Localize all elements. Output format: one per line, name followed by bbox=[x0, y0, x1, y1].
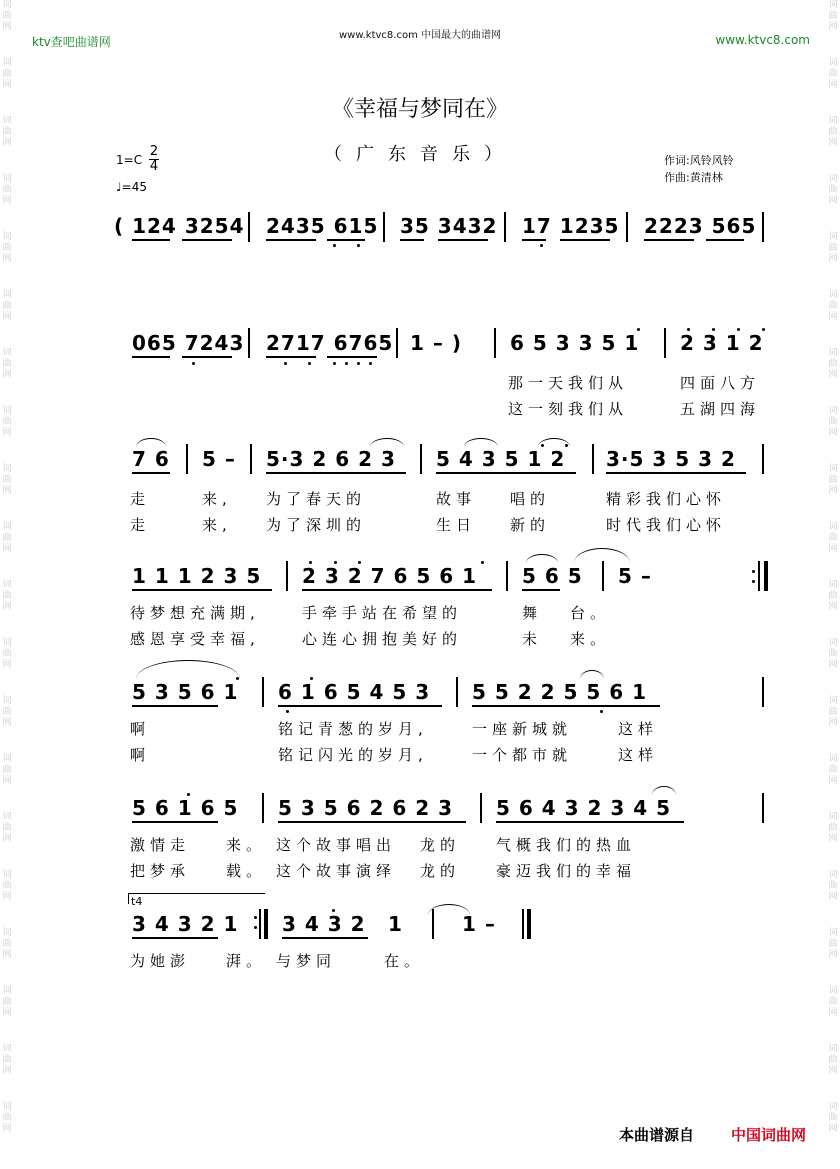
high-octave-dot bbox=[310, 677, 313, 680]
lyric-verse-1: 唱的 bbox=[510, 490, 551, 508]
watermark-text: 词 曲 网 bbox=[2, 1102, 12, 1134]
measure: 3·5 3 5 3 2 bbox=[606, 447, 736, 471]
lyric-verse-1: 这样 bbox=[618, 720, 659, 738]
beam bbox=[327, 239, 365, 241]
bar-line bbox=[186, 444, 188, 474]
bar-line bbox=[762, 444, 764, 474]
watermark-text: 词 曲 网 bbox=[828, 406, 838, 438]
slur bbox=[464, 438, 498, 447]
lyric: 与梦同 bbox=[276, 952, 337, 970]
measure: 17 1235 bbox=[522, 214, 620, 238]
bar-line bbox=[762, 793, 764, 823]
measure: 2223 565 bbox=[644, 214, 757, 238]
beam bbox=[182, 239, 232, 241]
watermark-text: 词 曲 网 bbox=[2, 812, 12, 844]
low-octave-dot bbox=[357, 244, 360, 247]
watermark-text: 词 曲 网 bbox=[828, 58, 838, 90]
high-octave-dot bbox=[687, 328, 690, 331]
watermark-text: 词 曲 网 bbox=[2, 696, 12, 728]
bar-line bbox=[420, 444, 422, 474]
low-octave-dot bbox=[357, 362, 360, 365]
low-octave-dot bbox=[345, 362, 348, 365]
low-octave-dot bbox=[369, 362, 372, 365]
measure: 5 4 3 5 1 2 bbox=[436, 447, 566, 471]
lyric-verse-1: 那一天我们从 bbox=[508, 374, 629, 392]
beam bbox=[132, 356, 170, 358]
header-site-name[interactable]: ktv查吧曲谱网 bbox=[32, 35, 111, 49]
lyric-verse-2: 豪迈我们的幸福 bbox=[496, 862, 637, 880]
measure: 35 3432 bbox=[400, 214, 498, 238]
beam bbox=[132, 705, 218, 707]
beam bbox=[400, 239, 424, 241]
measure: 2 3 1 2 bbox=[680, 331, 764, 355]
lyric: 为她澎 bbox=[130, 952, 191, 970]
low-octave-dot bbox=[192, 362, 195, 365]
measure: 1 1 1 2 3 5 bbox=[132, 564, 262, 588]
repeat-bar-thin bbox=[259, 909, 261, 939]
watermark-text: 词 曲 网 bbox=[828, 232, 838, 264]
lyric-verse-2: 这一刻我们从 bbox=[508, 400, 629, 418]
time-signature-top: 2 bbox=[149, 144, 159, 159]
lyric-verse-2: 生日 bbox=[436, 516, 477, 534]
high-octave-dot bbox=[712, 328, 715, 331]
slur bbox=[136, 660, 240, 679]
lyric-verse-2: 走 bbox=[130, 516, 151, 534]
tempo-marking bbox=[116, 180, 147, 194]
low-octave-dot bbox=[540, 244, 543, 247]
beam bbox=[436, 472, 576, 474]
lyric-verse-1: 一座新城就 bbox=[472, 720, 573, 738]
high-octave-dot bbox=[358, 561, 361, 564]
lyric-verse-1: 这个故事唱出 bbox=[276, 836, 397, 854]
lyric-verse-2: 来, bbox=[202, 516, 232, 534]
low-octave-dot bbox=[284, 362, 287, 365]
lyric-verse-2: 心连心拥抱美好的 bbox=[302, 630, 463, 648]
beam bbox=[266, 472, 406, 474]
bar-line bbox=[762, 212, 764, 242]
watermark-text: 词 曲 网 bbox=[828, 1102, 838, 1134]
high-octave-dot bbox=[187, 793, 190, 796]
lyric: 湃。 bbox=[226, 952, 267, 970]
high-octave-dot bbox=[309, 561, 312, 564]
watermark-text: 词 曲 网 bbox=[828, 928, 838, 960]
lyric-verse-1: 精彩我们心怀 bbox=[606, 490, 727, 508]
slur bbox=[136, 438, 166, 447]
watermark-text: 词 曲 网 bbox=[828, 696, 838, 728]
slur bbox=[370, 438, 404, 447]
final-bar-thin bbox=[522, 909, 524, 939]
high-octave-dot bbox=[637, 328, 640, 331]
lyric-verse-1: 四面八方 bbox=[680, 374, 761, 392]
measure: 1 bbox=[388, 912, 403, 936]
lyric-verse-2: 载。 bbox=[226, 862, 267, 880]
beam bbox=[302, 589, 492, 591]
watermark-text: 词 曲 网 bbox=[828, 580, 838, 612]
watermark-text: 词 曲 网 bbox=[2, 290, 12, 322]
measure: 2435 615 bbox=[266, 214, 379, 238]
repeat-dot bbox=[254, 916, 257, 919]
lyric-verse-2: 啊 bbox=[130, 746, 151, 764]
watermark-column-left bbox=[0, 0, 14, 1169]
beam bbox=[266, 356, 316, 358]
measure: 2 3 2 7 6 5 6 1 bbox=[302, 564, 478, 588]
lyric-verse-2: 龙的 bbox=[420, 862, 461, 880]
high-octave-dot bbox=[481, 561, 484, 564]
watermark-text: 词 曲 网 bbox=[2, 232, 12, 264]
lyric-verse-2: 来。 bbox=[570, 630, 611, 648]
measure: 5 6 5 bbox=[522, 564, 583, 588]
watermark-text: 词 曲 网 bbox=[828, 986, 838, 1018]
watermark-text: 词 曲 网 bbox=[828, 1044, 838, 1076]
watermark-text: 词 曲 网 bbox=[2, 870, 12, 902]
lyric-verse-1: 为了春天的 bbox=[266, 490, 367, 508]
watermark-column-right bbox=[826, 0, 840, 1169]
watermark-text: 词 曲 网 bbox=[828, 348, 838, 380]
measure: 5 5 2 2 5 5 6 1 bbox=[472, 680, 648, 704]
time-signature bbox=[149, 145, 159, 174]
high-octave-dot bbox=[565, 444, 568, 447]
low-octave-dot bbox=[333, 362, 336, 365]
repeat-bar-thin bbox=[758, 561, 760, 591]
low-octave-dot bbox=[308, 362, 311, 365]
lyric-verse-1: 舞 bbox=[522, 604, 543, 622]
watermark-text: 词 曲 网 bbox=[828, 754, 838, 786]
high-octave-dot bbox=[334, 561, 337, 564]
time-signature-bottom: 4 bbox=[149, 159, 159, 174]
bar-line bbox=[396, 328, 398, 358]
song-title: 《幸福与梦同在》 bbox=[331, 97, 508, 122]
bar-line bbox=[480, 793, 482, 823]
lyric-verse-2: 这样 bbox=[618, 746, 659, 764]
high-octave-dot bbox=[541, 444, 544, 447]
high-octave-dot bbox=[332, 909, 335, 912]
repeat-dot bbox=[752, 570, 755, 573]
watermark-text: 词 曲 网 bbox=[828, 812, 838, 844]
lyric-verse-1: 手牵手站在希望的 bbox=[302, 604, 463, 622]
beam bbox=[522, 589, 560, 591]
bar-line bbox=[383, 212, 385, 242]
lyric-verse-2: 把梦承 bbox=[130, 862, 191, 880]
watermark-text: 词 曲 网 bbox=[828, 464, 838, 496]
watermark-text: 词 曲 网 bbox=[2, 348, 12, 380]
bar-line bbox=[248, 212, 250, 242]
low-octave-dot bbox=[600, 710, 603, 713]
bar-line bbox=[262, 793, 264, 823]
bar-line bbox=[592, 444, 594, 474]
high-octave-dot bbox=[737, 328, 740, 331]
quarter-note-icon: ♩ bbox=[116, 180, 122, 194]
beam bbox=[327, 356, 377, 358]
watermark-text: 词 曲 网 bbox=[2, 522, 12, 554]
watermark-text: 词 曲 网 bbox=[2, 58, 12, 90]
measure: 7 6 bbox=[132, 447, 170, 471]
measure: 6 1 6 5 4 5 3 bbox=[278, 680, 431, 704]
beam bbox=[560, 239, 610, 241]
lyric-verse-1: 待梦想充满期, bbox=[130, 604, 260, 622]
lyric-verse-1: 气概我们的热血 bbox=[496, 836, 637, 854]
credits bbox=[664, 152, 734, 186]
watermark-text: 词 曲 网 bbox=[2, 464, 12, 496]
bar-line bbox=[504, 212, 506, 242]
watermark-text: 词 曲 网 bbox=[828, 870, 838, 902]
slur bbox=[580, 670, 604, 679]
slur bbox=[526, 554, 558, 563]
beam bbox=[472, 705, 660, 707]
header-site-slogan: www.ktvc8.com 中国最大的曲谱网 bbox=[338, 30, 501, 41]
final-bar-thick bbox=[527, 909, 531, 939]
beam bbox=[644, 239, 694, 241]
watermark-text: 词 曲 网 bbox=[2, 406, 12, 438]
lyric-verse-2: 未 bbox=[522, 630, 543, 648]
lyric-verse-2: 新的 bbox=[510, 516, 551, 534]
bar-line bbox=[248, 328, 250, 358]
watermark-text: 词 曲 网 bbox=[2, 0, 12, 32]
bar-line bbox=[664, 328, 666, 358]
watermark-text: 词 曲 网 bbox=[828, 116, 838, 148]
lyric-verse-1: 激情走 bbox=[130, 836, 191, 854]
beam bbox=[266, 239, 316, 241]
measure: 5 3 5 6 1 bbox=[132, 680, 239, 704]
measure: 1 – ) bbox=[410, 331, 462, 355]
beam bbox=[132, 239, 170, 241]
lyric: 在。 bbox=[384, 952, 425, 970]
measure: 2717 6765 bbox=[266, 331, 394, 355]
watermark-text: 词 曲 网 bbox=[2, 116, 12, 148]
measure: 5 – bbox=[202, 447, 236, 471]
first-ending-label: t4 bbox=[131, 895, 143, 908]
bar-line bbox=[494, 328, 496, 358]
measure: 5·3 2 6 2 3 bbox=[266, 447, 396, 471]
tempo-value: =45 bbox=[121, 180, 147, 194]
beam bbox=[132, 937, 218, 939]
measure: 5 6 1 6 5 bbox=[132, 796, 239, 820]
slur bbox=[652, 786, 676, 795]
low-octave-dot bbox=[286, 710, 289, 713]
watermark-text: 词 曲 网 bbox=[828, 522, 838, 554]
footer-source-label: 本曲谱源自 bbox=[618, 1126, 694, 1144]
key-signature: 1=C bbox=[116, 153, 143, 167]
watermark-text: 词 曲 网 bbox=[2, 986, 12, 1018]
lyric-verse-2: 铭记闪光的岁月, bbox=[278, 746, 428, 764]
watermark-text: 词 曲 网 bbox=[828, 174, 838, 206]
footer-brand-link[interactable]: 中国词曲网 bbox=[730, 1126, 806, 1144]
high-octave-dot bbox=[236, 677, 239, 680]
repeat-dot bbox=[254, 926, 257, 929]
lyric-verse-1: 铭记青葱的岁月, bbox=[278, 720, 428, 738]
bar-line bbox=[250, 444, 252, 474]
lyric-verse-1: 来。 bbox=[226, 836, 267, 854]
lyric-verse-2: 时代我们心怀 bbox=[606, 516, 727, 534]
watermark-text: 词 曲 网 bbox=[2, 174, 12, 206]
bar-line bbox=[286, 561, 288, 591]
repeat-bar-thick bbox=[264, 909, 268, 939]
lyric-verse-1: 龙的 bbox=[420, 836, 461, 854]
watermark-text: 词 曲 网 bbox=[828, 0, 838, 32]
slur bbox=[574, 548, 630, 563]
watermark-text: 词 曲 网 bbox=[2, 754, 12, 786]
measure: ( 124 3254 bbox=[114, 214, 245, 238]
watermark-text: 词 曲 网 bbox=[828, 290, 838, 322]
beam bbox=[522, 239, 546, 241]
beam bbox=[606, 472, 746, 474]
beam bbox=[132, 472, 170, 474]
lyric-verse-1: 啊 bbox=[130, 720, 151, 738]
first-ending-bracket bbox=[128, 893, 265, 904]
beam bbox=[706, 239, 744, 241]
watermark-text: 词 曲 网 bbox=[2, 638, 12, 670]
header-site-url[interactable]: www.ktvc8.com bbox=[715, 33, 810, 47]
beam bbox=[182, 356, 232, 358]
composer: 作曲:黄清林 bbox=[664, 171, 723, 184]
bar-line bbox=[262, 677, 264, 707]
lyric-verse-2: 为了深圳的 bbox=[266, 516, 367, 534]
bar-line bbox=[602, 561, 604, 591]
measure: 3 4 3 2 bbox=[282, 912, 366, 936]
lyric-verse-2: 一个都市就 bbox=[472, 746, 573, 764]
low-octave-dot bbox=[333, 244, 336, 247]
tie bbox=[428, 904, 470, 915]
song-subtitle: （广东音乐） bbox=[324, 144, 516, 165]
lyric-verse-1: 来, bbox=[202, 490, 232, 508]
beam bbox=[132, 821, 218, 823]
beam bbox=[132, 589, 272, 591]
measure: 5 6 4 3 2 3 4 5 bbox=[496, 796, 672, 820]
lyric-verse-1: 台。 bbox=[570, 604, 611, 622]
bar-line bbox=[762, 677, 764, 707]
lyric-verse-2: 这个故事演绎 bbox=[276, 862, 397, 880]
lyric-verse-2: 五湖四海 bbox=[680, 400, 761, 418]
measure: 6 5 3 3 5 1 bbox=[510, 331, 640, 355]
measure: 5 3 5 6 2 6 2 3 bbox=[278, 796, 454, 820]
watermark-text: 词 曲 网 bbox=[828, 638, 838, 670]
lyric-verse-1: 故事 bbox=[436, 490, 477, 508]
watermark-text: 词 曲 网 bbox=[2, 928, 12, 960]
lyricist: 作词:风铃风铃 bbox=[664, 154, 734, 167]
measure: 1 – bbox=[462, 912, 496, 936]
bar-line bbox=[506, 561, 508, 591]
bar-line bbox=[626, 212, 628, 242]
repeat-bar-thick bbox=[764, 561, 768, 591]
watermark-text: 词 曲 网 bbox=[2, 1044, 12, 1076]
beam bbox=[278, 821, 466, 823]
measure: 065 7243 bbox=[132, 331, 245, 355]
watermark-text: 词 曲 网 bbox=[2, 580, 12, 612]
repeat-dot bbox=[752, 580, 755, 583]
beam bbox=[278, 705, 442, 707]
measure: 3 4 3 2 1 bbox=[132, 912, 239, 936]
beam bbox=[438, 239, 488, 241]
measure: 5 – bbox=[618, 564, 652, 588]
lyric-verse-1: 走 bbox=[130, 490, 151, 508]
bar-line bbox=[456, 677, 458, 707]
lyric-verse-2: 感恩享受幸福, bbox=[130, 630, 260, 648]
high-octave-dot bbox=[762, 328, 765, 331]
beam bbox=[496, 821, 684, 823]
beam bbox=[282, 937, 368, 939]
